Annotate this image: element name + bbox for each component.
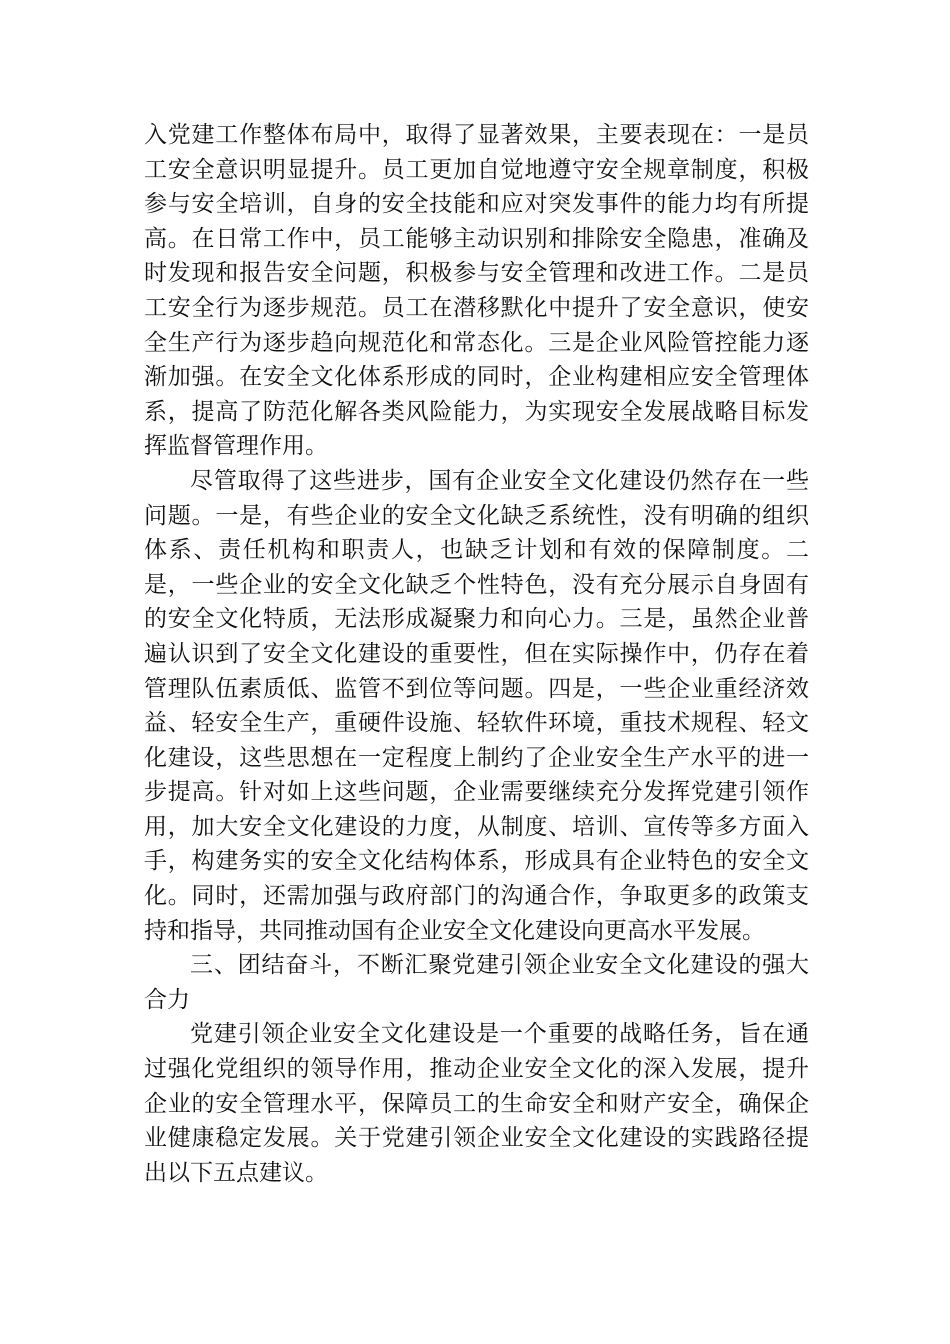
paragraph-achievements: 入党建工作整体布局中，取得了显著效果，主要表现在：一是员工安全意识明显提升。员工更加自觉地遵守安全规章制度，积极参与安全培训，自身的安全技能和应对突发事件的能力均有所提高。在日常工作中，员工能够主动识别和排除安全隐患，准确及时发现和报告安全问题，积极参与安全管理和改进工作。二是员工安全行为逐步规范。员工在潜移默化中提升了安全意识，使安全生产行为逐步趋向规范化和常态化。三是企业风险管控能力逐渐加强。在安全文化体系形成的同时，企业构建相应安全管理体系，提高了防范化解各类风险能力，为实现安全发展战略目标发挥监督管理作用。 (144, 122, 809, 460)
section-heading-3: 三、团结奋斗，不断汇聚党建引领企业安全文化建设的强大合力 (144, 952, 809, 1013)
document-body (144, 118, 809, 1190)
paragraph-strategy: 党建引领企业安全文化建设是一个重要的战略任务，旨在通过强化党组织的领导作用，推动企业安全文化的深入发展，提升企业的安全管理水平，保障员工的生命安全和财产安全，确保企业健康稳定发展。关于党建引领企业安全文化建设的实践路径提出以下五点建议。 (144, 1021, 809, 1186)
paragraph-problems: 尽管取得了这些进步，国有企业安全文化建设仍然存在一些问题。一是，有些企业的安全文化缺乏系统性，没有明确的组织体系、责任机构和职责人，也缺乏计划和有效的保障制度。二是，一些企业的安全文化缺乏个性特色，没有充分展示自身固有的安全文化特质，无法形成凝聚力和向心力。三是，虽然企业普遍认识到了安全文化建设的重要性，但在实际操作中，仍存在着管理队伍素质低、监管不到位等问题。四是，一些企业重经济效益、轻安全生产，重硬件设施、轻软件环境，重技术规程、轻文化建设，这些思想在一定程度上制约了企业安全生产水平的进一步提高。针对如上这些问题，企业需要继续充分发挥党建引领作用，加大安全文化建设的力度，从制度、培训、宣传等多方面入手，构建务实的安全文化结构体系，形成具有企业特色的安全文化。同时，还需加强与政府部门的沟通合作，争取更多的政策支持和指导，共同推动国有企业安全文化建设向更高水平发展。 (144, 467, 809, 944)
